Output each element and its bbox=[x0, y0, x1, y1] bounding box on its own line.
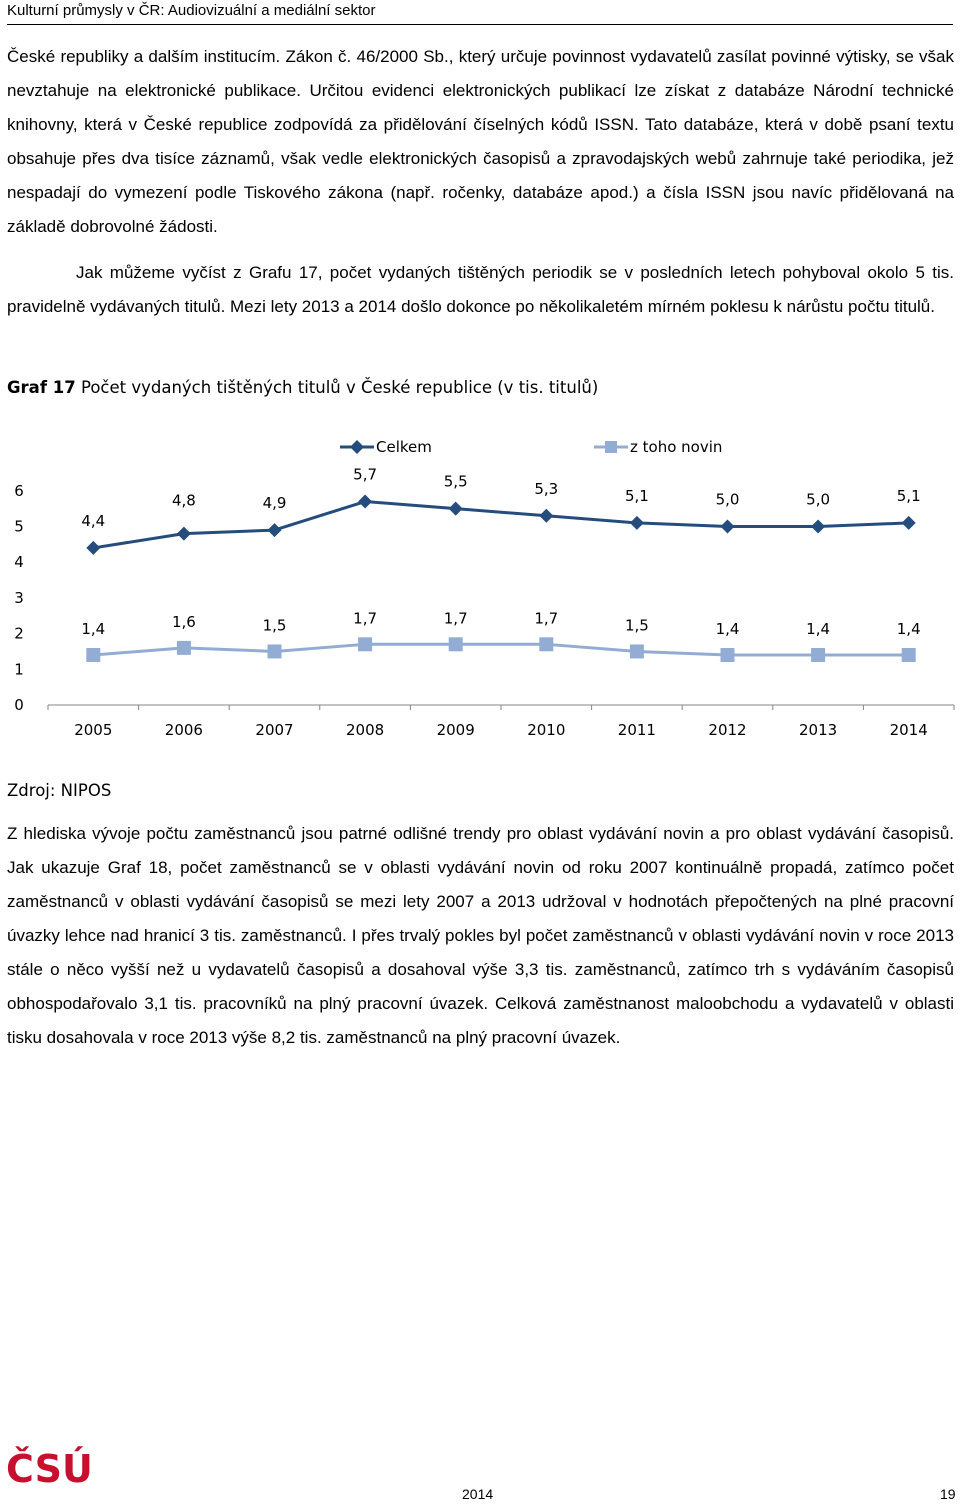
figure-source: Zdroj: NIPOS bbox=[7, 781, 112, 800]
data-point-celkem bbox=[902, 516, 916, 530]
data-label: 1,4 bbox=[81, 620, 106, 639]
x-tick-label: 2006 bbox=[164, 721, 203, 739]
data-point-celkem bbox=[539, 509, 553, 523]
data-label: 1,5 bbox=[624, 616, 649, 635]
legend-label: z toho novin bbox=[630, 438, 723, 456]
figure-caption-text: Počet vydaných tištěných titulů v České republice (v tis. titulů) bbox=[80, 378, 599, 397]
figure-caption bbox=[7, 373, 598, 403]
series-line-0 bbox=[93, 502, 908, 548]
data-label: 1,7 bbox=[534, 609, 559, 628]
data-label: 5,1 bbox=[896, 486, 921, 505]
data-label: 5,0 bbox=[715, 490, 740, 509]
y-tick-label: 3 bbox=[14, 588, 24, 607]
data-point-celkem bbox=[86, 541, 100, 555]
x-tick-label: 2012 bbox=[708, 721, 747, 739]
csu-logo bbox=[6, 1438, 90, 1493]
legend-marker-square bbox=[605, 441, 617, 453]
data-point-novin bbox=[902, 648, 916, 662]
x-tick-label: 2005 bbox=[74, 721, 113, 739]
data-point-novin bbox=[811, 648, 825, 662]
data-point-novin bbox=[86, 648, 100, 662]
csu-logo-text: ČSÚ bbox=[6, 1447, 90, 1488]
data-label: 5,5 bbox=[443, 472, 468, 491]
data-label: 1,6 bbox=[171, 612, 196, 631]
series-line-1 bbox=[93, 644, 908, 655]
data-point-novin bbox=[539, 637, 553, 651]
data-label: 1,4 bbox=[806, 620, 831, 639]
x-tick-label: 2008 bbox=[346, 721, 385, 739]
data-label: 5,3 bbox=[534, 479, 559, 498]
data-point-celkem bbox=[721, 520, 735, 534]
line-chart bbox=[0, 420, 960, 760]
data-label: 4,8 bbox=[171, 491, 196, 510]
data-point-novin bbox=[177, 641, 191, 655]
data-label: 1,5 bbox=[262, 616, 287, 635]
y-tick-label: 5 bbox=[14, 517, 24, 536]
y-tick-label: 6 bbox=[14, 481, 24, 500]
data-label: 1,7 bbox=[353, 609, 378, 628]
x-tick-label: 2011 bbox=[617, 721, 656, 739]
data-label: 5,1 bbox=[624, 486, 649, 505]
data-point-celkem bbox=[449, 502, 463, 516]
data-point-novin bbox=[358, 637, 372, 651]
figure-label: Graf 17 bbox=[7, 378, 76, 397]
paragraph-2: Jak můžeme vyčíst z Grafu 17, počet vydaných tištěných periodik se v posledních letech pohyboval okolo 5 tis. pravidelně vydávaných titulů. Mezi lety 2013 a 2014 došlo dokonce po několikaletém mírném poklesu k nárůstu počtu titulů. bbox=[7, 263, 954, 316]
x-tick-label: 2009 bbox=[436, 721, 475, 739]
data-point-celkem bbox=[811, 520, 825, 534]
data-point-novin bbox=[630, 644, 644, 658]
data-label: 1,4 bbox=[896, 620, 921, 639]
footer-year: 2014 bbox=[462, 1486, 494, 1502]
csu-logo-icon bbox=[6, 1438, 90, 1488]
x-tick-label: 2007 bbox=[255, 721, 294, 739]
page-number: 19 bbox=[940, 1486, 956, 1502]
data-label: 4,4 bbox=[81, 511, 106, 530]
data-point-novin bbox=[721, 648, 735, 662]
x-tick-label: 2014 bbox=[889, 721, 928, 739]
data-label: 5,0 bbox=[806, 490, 831, 509]
data-label: 1,7 bbox=[443, 609, 468, 628]
y-tick-label: 1 bbox=[14, 660, 24, 679]
data-label: 1,4 bbox=[715, 620, 740, 639]
legend-label: Celkem bbox=[376, 438, 432, 456]
data-label: 4,9 bbox=[262, 494, 287, 513]
data-point-celkem bbox=[358, 495, 372, 509]
x-tick-label: 2010 bbox=[527, 721, 566, 739]
data-point-novin bbox=[268, 644, 282, 658]
data-label: 5,7 bbox=[353, 465, 378, 484]
y-tick-label: 4 bbox=[14, 553, 24, 572]
y-tick-label: 2 bbox=[14, 624, 24, 643]
data-point-novin bbox=[449, 637, 463, 651]
data-point-celkem bbox=[268, 523, 282, 537]
y-tick-label: 0 bbox=[14, 696, 24, 714]
x-tick-label: 2013 bbox=[799, 721, 838, 739]
data-point-celkem bbox=[630, 516, 644, 530]
legend-marker-diamond bbox=[350, 440, 364, 454]
data-point-celkem bbox=[177, 527, 191, 541]
paragraph-3: Z hlediska vývoje počtu zaměstnanců jsou patrné odlišné trendy pro oblast vydávání novin a pro oblast vydávání časopisů. Jak ukazuje Graf 18, počet zaměstnanců se v oblasti vydávání novin od roku 2007 kontinuálně propadá, zatímco počet zaměstnanců v oblasti vydávání časopisů se mezi lety 2007 a 2013 udržoval v hodnotách přepočtených na plné pracovní úvazky lehce nad hranicí 3 tis. zaměstnanců. I přes trvalý pokles byl počet zaměstnanců v oblasti vydávání novin v roce 2013 stále o něco vyšší než u vydavatelů časopisů a dosahoval výše 3,3 tis. zaměstnanců, zatímco trh s vydáváním časopisů obhospodařovalo 3,1 tis. pracovníků na plný pracovní úvazek. Celková zaměstnanost maloobchodu a vydavatelů v oblasti tisku dosahovala v roce 2013 výše 8,2 tis. zaměstnanců na plný pracovní úvazek. bbox=[7, 824, 954, 1047]
paragraph-1: České republiky a dalším institucím. Zákon č. 46/2000 Sb., který určuje povinnost vydavatelů zasílat povinné výtisky, se však nevztahuje na elektronické publikace. Určitou evidenci elektronických publikací lze získat z databáze Národní technické knihovny, která v České republice zodpovídá za přidělování číselných kódů ISSN. Tato databáze, která v době psaní textu obsahuje přes dva tisíce záznamů, však vedle elektronických časopisů a zpravodajských webů zahrnuje také periodika, jež nespadají do vymezení podle Tiskového zákona (např. ročenky, databáze apod.) a čísla ISSN jsou navíc přidělovaná na základě dobrovolné žádosti. bbox=[7, 47, 954, 236]
running-header: Kulturní průmysly v ČR: Audiovizuální a mediální sektor bbox=[7, 0, 953, 25]
